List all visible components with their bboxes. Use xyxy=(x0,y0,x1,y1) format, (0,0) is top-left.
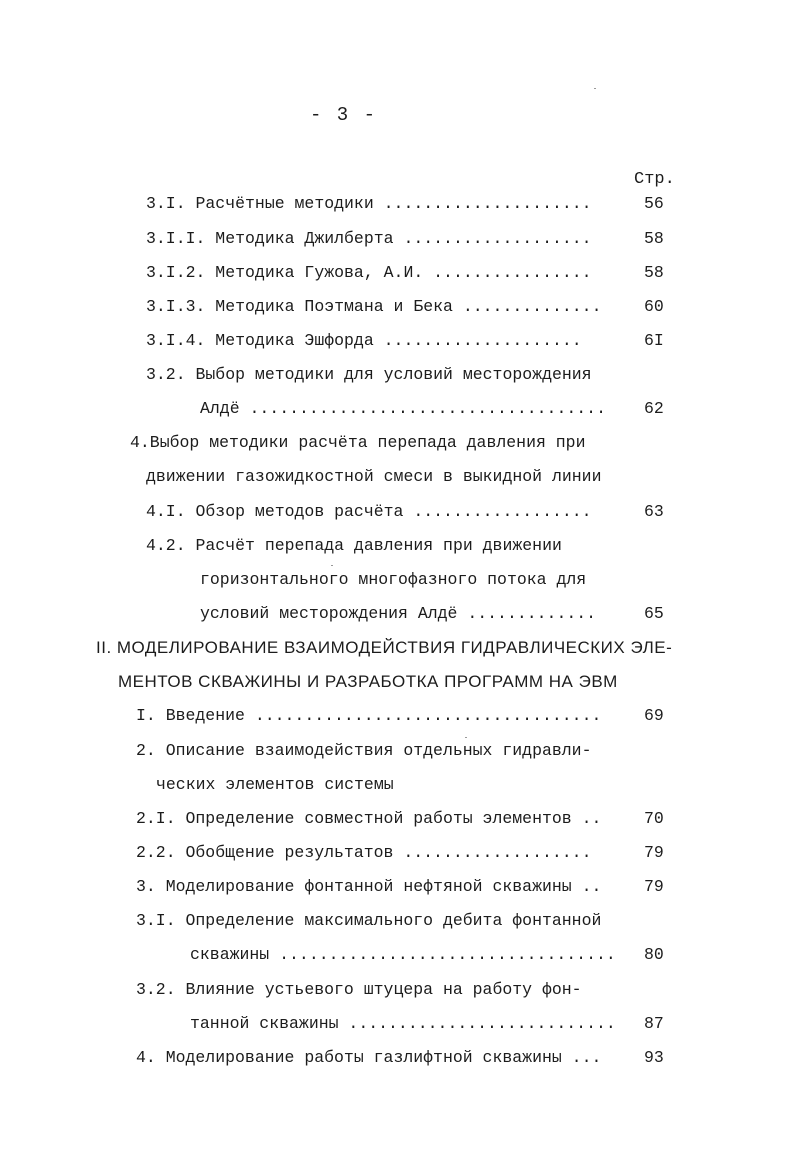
toc-entry-text: 2.I. Определение совместной работы элементов .. xyxy=(136,809,602,828)
toc-entry xyxy=(146,365,592,385)
toc-entry-text: 2.2. Обобщение результатов ................... xyxy=(136,843,592,862)
toc-entry-text: 3.I. Расчётные методики ..................... xyxy=(146,194,592,213)
toc-entry-text: горизонтального многофазного потока для xyxy=(200,570,587,589)
toc-entry-text: 3.I.4. Методика Эшфорда .................... xyxy=(146,331,582,350)
toc-entry-text: 4. Моделирование работы газлифтной скважины ... xyxy=(136,1048,602,1067)
toc-entry xyxy=(156,775,394,795)
toc-entry-text: движении газожидкостной смеси в выкидной линии xyxy=(146,467,602,486)
toc-entry xyxy=(190,945,616,965)
toc-entry-page: 69 xyxy=(644,706,664,725)
toc-entry xyxy=(200,399,606,419)
toc-entry-page: 79 xyxy=(644,877,664,896)
toc-entry-text: условий месторождения Алдё ............. xyxy=(200,604,597,623)
toc-entry-page: 70 xyxy=(644,809,664,828)
toc-entry xyxy=(146,229,592,249)
toc-entry xyxy=(136,980,582,1000)
toc-entry-page: 60 xyxy=(644,297,664,316)
toc-entry-text: 3. Моделирование фонтанной нефтяной скважины .. xyxy=(136,877,602,896)
section-heading-text: МЕНТОВ СКВАЖИНЫ И РАЗРАБОТКА ПРОГРАММ НА ЭВМ xyxy=(118,672,618,691)
toc-entry xyxy=(146,297,601,317)
section-heading xyxy=(96,638,672,658)
toc-entry xyxy=(146,502,592,522)
toc-entry-text: I. Введение ................................... xyxy=(136,706,602,725)
toc-entry-text: 3.I.2. Методика Гужова, А.И. ................ xyxy=(146,263,592,282)
toc-entry-page: 56 xyxy=(644,194,664,213)
toc-entry-page: 65 xyxy=(644,604,664,623)
toc-entry xyxy=(136,843,591,863)
toc-entry xyxy=(136,911,601,931)
toc-entry xyxy=(200,570,586,590)
toc-entry xyxy=(136,706,601,726)
toc-entry-text: 4.Выбор методики расчёта перепада давления при xyxy=(130,433,586,452)
toc-entry xyxy=(146,263,592,283)
scan-speck xyxy=(465,737,467,738)
toc-entry-text: Алдё .................................... xyxy=(200,399,606,418)
toc-entry xyxy=(136,809,601,829)
toc-entry-page: 58 xyxy=(644,263,664,282)
toc-entry xyxy=(146,331,582,351)
scan-speck xyxy=(331,565,333,566)
toc-entry xyxy=(136,877,601,897)
toc-entry-text: 3.2. Влияние устьевого штуцера на работу фон- xyxy=(136,980,582,999)
toc-entry-text: ческих элементов системы xyxy=(156,775,394,794)
toc-entry-page: 93 xyxy=(644,1048,664,1067)
toc-entry xyxy=(146,194,620,214)
toc-entry xyxy=(136,1048,601,1068)
toc-entry-page: 80 xyxy=(644,945,664,964)
scan-speck xyxy=(594,88,596,89)
page-column-label: Стр. xyxy=(634,170,675,189)
toc-entry-page: 58 xyxy=(644,229,664,248)
toc-entry-page: 87 xyxy=(644,1014,664,1033)
toc-entry-text: 3.2. Выбор методики для условий месторождения xyxy=(146,365,592,384)
toc-entry xyxy=(136,741,591,761)
section-heading xyxy=(118,672,618,692)
toc-entry xyxy=(146,536,562,556)
toc-entry-text: 3.I. Определение максимального дебита фонтанной xyxy=(136,911,602,930)
toc-entry-text: 2. Описание взаимодействия отдельных гидравли- xyxy=(136,741,592,760)
toc-entry xyxy=(200,604,596,624)
toc-entry xyxy=(146,467,601,487)
toc-entry xyxy=(130,433,585,453)
toc-entry-page: 63 xyxy=(644,502,664,521)
section-heading-text: II. МОДЕЛИРОВАНИЕ ВЗАИМОДЕЙСТВИЯ ГИДРАВЛИЧЕСКИХ ЭЛЕ- xyxy=(96,638,673,657)
toc-entry-text: 4.I. Обзор методов расчёта .................. xyxy=(146,502,592,521)
toc-entry xyxy=(190,1014,616,1034)
toc-entry-page: 79 xyxy=(644,843,664,862)
toc-entry-text: 3.I.I. Методика Джилберта ................... xyxy=(146,229,592,248)
toc-entry-text: танной скважины ........................... xyxy=(190,1014,616,1033)
toc-entry-page: 6I xyxy=(644,331,664,350)
toc-entry-page: 62 xyxy=(644,399,664,418)
toc-entry-text: скважины .................................. xyxy=(190,945,616,964)
toc-entry-text: 3.I.3. Методика Поэтмана и Бека .............. xyxy=(146,297,602,316)
page-number: - 3 - xyxy=(310,104,378,126)
toc-entry-text: 4.2. Расчёт перепада давления при движении xyxy=(146,536,562,555)
